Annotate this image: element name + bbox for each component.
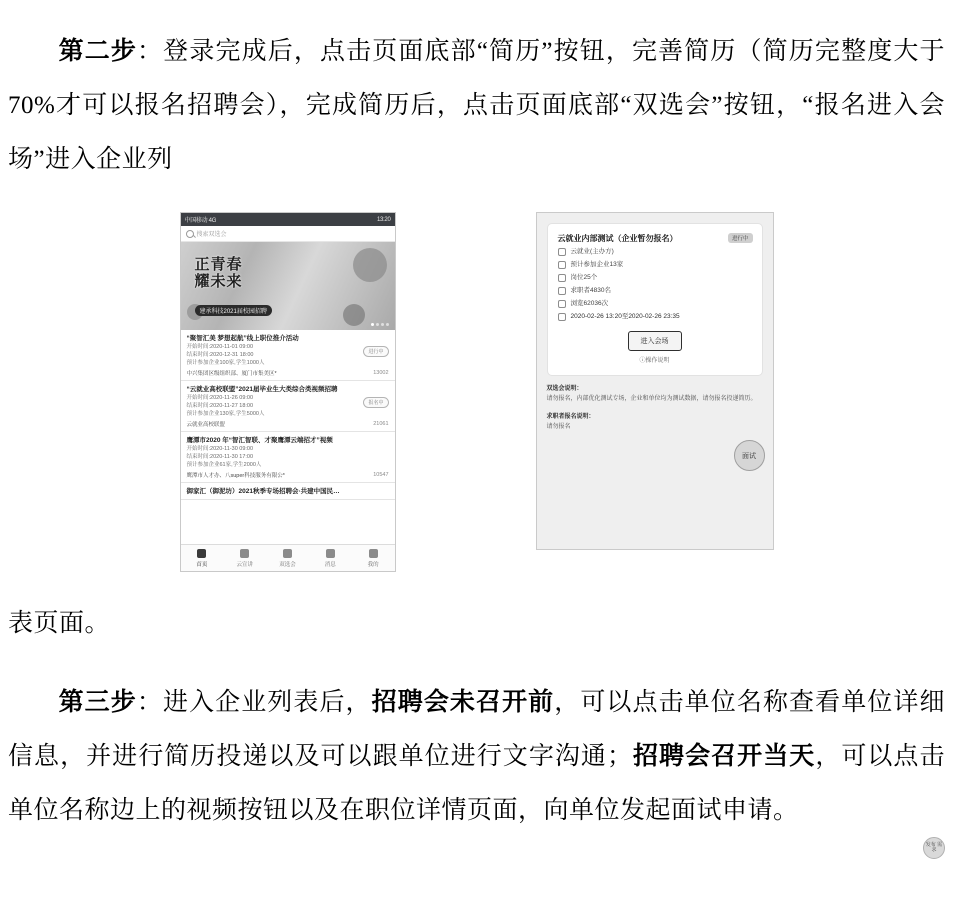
step3-label: 第三步 — [58, 689, 137, 716]
job-fair-note-1 — [547, 385, 763, 404]
banner-decoration-circle — [343, 304, 365, 326]
after-figures-text: 表页面。 — [8, 610, 111, 637]
enter-venue-button[interactable]: 进入会场 — [628, 331, 682, 351]
clock-icon — [558, 313, 566, 321]
list-item-footer — [187, 469, 389, 479]
list-item-title: 御家汇（御泥坊）2021秋季专场招聘会·共建中国民… — [186, 488, 340, 495]
job-fair-note-1-heading: 双选会说明： — [546, 386, 583, 392]
list-item[interactable] — [181, 381, 395, 432]
list-item-expected: 预计参加企业130家,学生5000人 — [186, 411, 265, 417]
job-fair-note-2-heading: 求职者报名说明： — [546, 414, 595, 420]
chat-icon — [326, 549, 335, 558]
step3-body-3: ，可以点击单位名称边上的视频按钮以及在职位详情页面，向单位发起面试申请。 — [8, 743, 945, 824]
promo-banner[interactable] — [181, 242, 395, 330]
list-item-start-time: 开始时间:2020-11-01 09:00 — [186, 344, 254, 350]
tab-home[interactable] — [181, 545, 224, 571]
info-row-schedule-text: 2020-02-26 13:20至2020-02-26 23:35 — [570, 313, 680, 320]
step2-label: 第二步 — [58, 38, 138, 65]
banner-title-line2: 耀未来 — [194, 273, 243, 290]
eye-icon — [558, 300, 566, 308]
how-to-link-label: 操作说明 — [645, 358, 670, 364]
list-item-view-count: 13002 — [373, 370, 389, 376]
building-icon — [558, 248, 566, 256]
list-item-expected: 预计参加企业61家,学生2000人 — [186, 462, 262, 468]
status-badge: 进行中 — [728, 233, 753, 243]
job-fair-list: “聚智汇美 梦想起航”线上职位推介活动 进行中 开始时间:2020-11-01 09:00 结束时间:2020-12-31 18:00 预计参加企业100家,学生1000人 中兴集团区级组织部、厦门市集美区* 13002 “云就业高校联盟”2021届毕业生大类综合类视频招聘 报名中 开始时间:2020-11-26 09:00 结束时间:2020-11-27 18:00 预计参加企业130家,学生5000人 云就业高校联盟 21061 鹰潭市2020 年“智汇智联、才聚鹰潭云端招才”视频 开始时间:2020-11-30 09:00 结束时间:2020-11-30 17:00 预计参加企业61家,学生2000人 鹰潭市人才办、八super科技服务有限公* 10547 御家汇（御泥坊）2021秋季专场招聘会·共建中国民… 发布 需求 — [181, 330, 395, 544]
list-item-start-time: 开始时间:2020-11-30 09:00 — [186, 446, 254, 452]
list-item[interactable] — [181, 483, 395, 500]
paragraph-step2 — [8, 25, 945, 187]
tab-messages[interactable] — [309, 545, 352, 571]
info-row-view-count-text: 浏览62036次 — [570, 300, 609, 307]
tab-home-label: 首页 — [196, 561, 208, 568]
job-fair-note-2-body: 请勿报名 — [546, 423, 571, 430]
enter-venue-wrap — [558, 330, 752, 351]
info-row-position-count — [558, 271, 752, 284]
tab-lecture-label: 云宣讲 — [236, 561, 253, 568]
banner-dot[interactable] — [381, 323, 384, 326]
job-fair-title: 云就业内部测试（企业暂勿报名） — [557, 234, 678, 243]
list-item-footer — [187, 367, 389, 377]
list-item[interactable] — [181, 330, 395, 381]
calendar-icon — [283, 549, 292, 558]
question-icon: ⓘ — [639, 358, 646, 364]
banner-pagination-dots[interactable] — [371, 323, 389, 326]
banner-dot[interactable] — [386, 323, 389, 326]
speaker-icon — [240, 549, 249, 558]
list-item-status-button[interactable]: 进行中 — [363, 346, 388, 357]
interview-floating-button[interactable]: 面试 — [734, 440, 765, 471]
info-row-organizer — [558, 245, 752, 258]
info-row-organizer-text: 云就业(主办方) — [570, 248, 614, 255]
list-item-footer — [187, 418, 389, 428]
list-item-end-time: 结束时间:2020-11-27 18:00 — [186, 403, 254, 409]
banner-subtitle: 建承科技2021届校园招聘 — [195, 305, 272, 316]
tab-profile-label: 我的 — [367, 561, 379, 568]
info-row-position-count-text: 岗位25个 — [570, 274, 598, 281]
search-bar[interactable] — [181, 226, 395, 242]
info-row-applicant-count-text: 求职者4830名 — [570, 287, 611, 294]
step3-emphasis-2: 招聘会召开当天 — [632, 743, 816, 770]
figure-job-fair-detail-screenshot — [536, 212, 774, 550]
list-item-start-time: 开始时间:2020-11-26 09:00 — [186, 395, 254, 401]
document-page — [0, 25, 953, 899]
person-icon — [369, 549, 378, 558]
list-item-organizer: 鹰潭市人才办、八super科技服务有限公* — [186, 473, 285, 479]
job-fair-note-2 — [547, 413, 763, 432]
list-item-title: 鹰潭市2020 年“智汇智联、才聚鹰潭云端招才”视频 — [186, 437, 333, 444]
job-fair-note-1-body: 请勿报名，内部优化测试专场，企业和单位均为测试数据，请勿报名投递简历。 — [546, 395, 757, 402]
how-to-link[interactable] — [558, 355, 752, 364]
status-bar-carrier: 中国移动 4G — [184, 218, 217, 224]
status-bar-time: 13:20 — [376, 216, 391, 223]
list-item-view-count: 21061 — [373, 421, 389, 427]
info-row-company-count — [558, 258, 752, 271]
search-icon — [186, 230, 194, 238]
banner-dot[interactable] — [371, 323, 374, 326]
paragraph-after-figures — [8, 597, 945, 651]
users-icon — [558, 287, 566, 295]
paragraph-step3 — [8, 676, 945, 838]
home-icon — [197, 549, 206, 558]
tab-lecture[interactable] — [223, 545, 266, 571]
list-item-organizer: 中兴集团区级组织部、厦门市集美区* — [186, 371, 277, 377]
info-row-applicant-count — [558, 284, 752, 297]
list-item-end-time: 结束时间:2020-11-30 17:00 — [186, 454, 254, 460]
banner-decoration-circle — [353, 248, 387, 282]
info-row-company-count-text: 预计参加企业13家 — [570, 261, 624, 268]
list-item[interactable] — [181, 432, 395, 483]
list-item-title: “云就业高校联盟”2021届毕业生大类综合类视频招聘 — [186, 386, 338, 393]
step2-body: ：登录完成后，点击页面底部“简历”按钮，完善简历（简历完整度大于 70%才可以报名招聘会），完成简历后，点击页面底部“双选会”按钮，“报名进入会场”进入企业列 — [8, 38, 945, 173]
list-item-expected: 预计参加企业100家,学生1000人 — [186, 360, 265, 366]
person-icon — [558, 274, 566, 282]
tab-messages-label: 消息 — [324, 561, 336, 568]
list-item-organizer: 云就业高校联盟 — [186, 422, 226, 428]
list-item-view-count: 10547 — [373, 472, 389, 478]
step3-body-2: ，可以点击单位名称查看单位详细信息，并进行简历投递以及可以跟单位进行文字沟通； — [8, 689, 945, 770]
banner-dot[interactable] — [376, 323, 379, 326]
search-input-placeholder: 搜索双选会 — [196, 232, 227, 238]
list-item-title: “聚智汇美 梦想起航”线上职位推介活动 — [186, 335, 299, 342]
info-row-schedule — [558, 310, 752, 323]
step3-emphasis-1: 招聘会未召开前 — [371, 689, 555, 716]
banner-title — [195, 256, 243, 290]
info-row-view-count — [558, 297, 752, 310]
step3-body-1: ：进入企业列表后， — [136, 689, 372, 716]
list-item-end-time: 结束时间:2020-12-31 18:00 — [186, 352, 254, 358]
banner-title-line1: 正青春 — [194, 256, 243, 273]
job-fair-detail-card — [547, 223, 763, 376]
status-bar — [181, 213, 395, 226]
flag-icon — [558, 261, 566, 269]
tab-job-fair[interactable] — [266, 545, 309, 571]
list-item-status-button[interactable]: 报名中 — [363, 397, 388, 408]
tab-profile[interactable] — [352, 545, 395, 571]
bottom-tab-bar — [181, 544, 395, 571]
tab-job-fair-label: 双选会 — [279, 561, 296, 568]
